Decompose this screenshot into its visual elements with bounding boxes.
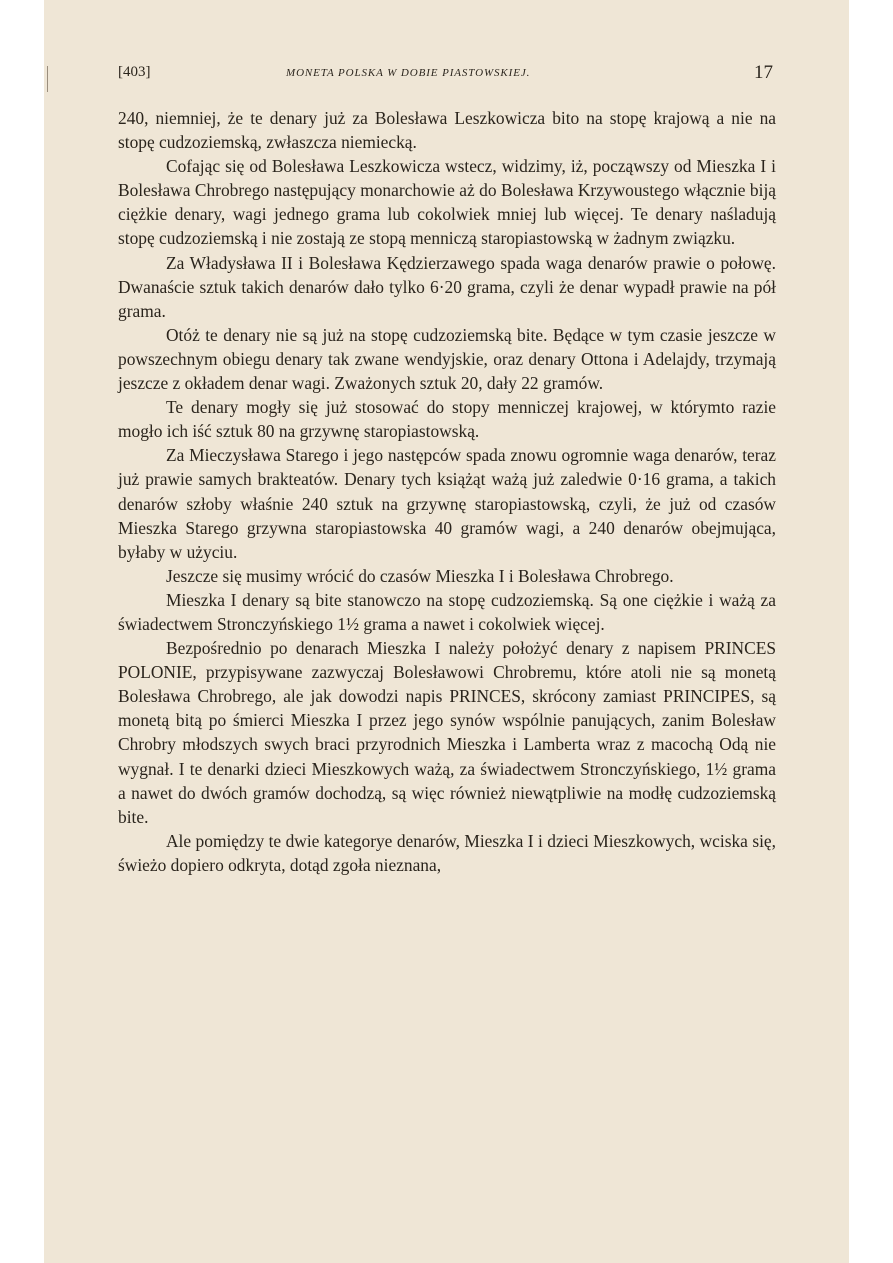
paragraph: Te denary mogły się już stosować do stopy menniczej krajowej, w którymto razie mogło ich iść sztuk 80 na grzywnę staropiastowską. (118, 397, 776, 442)
running-title: MONETA POLSKA W DOBIE PIASTOWSKIEJ. (286, 67, 531, 79)
paragraph: Za Władysława II i Bolesława Kędzierzawego spada waga denarów prawie o połowę. Dwanaście sztuk takich denarów dało tylko 6·20 grama, czyli że denar wypadł prawie na pół grama. (118, 252, 776, 321)
paragraph: Bezpośrednio po denarach Mieszka I należy położyć denary z napisem PRINCES POLONIE, przypisywane zazwyczaj Bolesławowi Chrobremu, które atoli nie są monetą Bolesława Chrobrego, ale jak dowodzi napis PRINCES, skrócony zamiast PRINCIPES, są monetą bitą po śmierci Mieszka I przez jego synów wspólnie panujących, zanim Bolesław Chrobry młodszych swych braci przyrodnich Mieszka i Lamberta wraz z macochą Odą nie wygnał. I te denarki dzieci Mieszkowych ważą, za świadectwem Stronczyńskiego, 1½ grama a nawet do dwóch gramów dochodzą, są więc również niewątpliwie na modłę cudzoziemską bite. (118, 638, 776, 827)
running-header (118, 62, 773, 86)
paragraph: Jeszcze się musimy wrócić do czasów Mieszka I i Bolesława Chrobrego. (166, 565, 674, 586)
paragraph-continuation: 240, niemniej, że te denary już za Bolesława Leszkowicza bito na stopę krajową a nie na stopę cudzoziemską, zwłaszcza niemiecką. (118, 108, 776, 153)
body-text (118, 106, 776, 877)
paragraph: Mieszka I denary są bite stanowczo na stopę cudzoziemską. Są one ciężkie i ważą za świadectwem Stronczyńskiego 1½ grama a nawet i cokolwiek więcej. (118, 589, 776, 634)
paragraph: Cofając się od Bolesława Leszkowicza wstecz, widzimy, iż, począwszy od Mieszka I i Bolesława Chrobrego następujący monarchowie aż do Bolesława Krzywoustego włącznie biją ciężkie denary, wagi jednego grama lub cokolwiek mniej lub więcej. Te denary naśladują stopę cudzoziemską i nie zostają ze stopą menniczą staropiastowską w żadnym związku. (118, 156, 776, 249)
page-edge-mark (47, 66, 48, 92)
section-number: [403] (118, 64, 151, 80)
paragraph: Za Mieczysława Starego i jego następców spada znowu ogromnie waga denarów, teraz już prawie samych brakteatów. Denary tych książąt ważą już zaledwie 0·16 grama, a takich denarów szłoby właśnie 240 sztuk na grzywnę staropiastowską, czyli, że już od czasów Mieszka Starego grzywna staropiastowska 40 gramów wagi, a 240 denarów obejmująca, byłaby w użyciu. (118, 445, 776, 562)
paragraph: Ale pomiędzy te dwie kategorye denarów, Mieszka I i dzieci Mieszkowych, wciska się, świeżo dopiero odkryta, dotąd zgoła nieznana, (118, 830, 776, 875)
page-number: 17 (754, 62, 773, 83)
paragraph: Otóż te denary nie są już na stopę cudzoziemską bite. Będące w tym czasie jeszcze w powszechnym obiegu denary tak zwane wendyjskie, oraz denary Ottona i Adelajdy, trzymają jeszcze z okładem denar wagi. Zważonych sztuk 20, dały 22 gramów. (118, 324, 776, 394)
